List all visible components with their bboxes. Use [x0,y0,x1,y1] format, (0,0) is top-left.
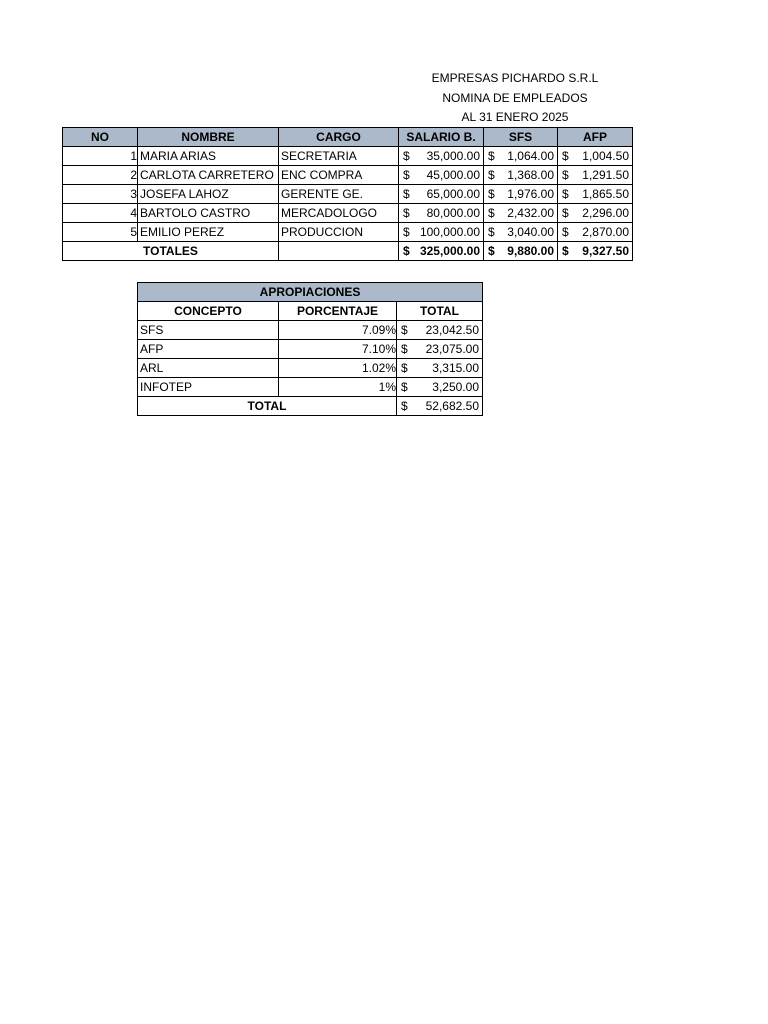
report-date: AL 31 ENERO 2025 [461,110,569,124]
appropriations-total-row [138,397,483,416]
concept-percentage: 1% [279,378,397,397]
employee-sfs-cell [484,204,558,223]
appropriations-table [137,282,483,416]
employee-sfs: 3,040.00 [507,225,554,239]
appropriations-total-value: 52,682.50 [425,399,479,413]
employee-sfs-cell [484,166,558,185]
col-header-name: NOMBRE [138,128,279,147]
company-name: EMPRESAS PICHARDO S.R.L [431,71,599,85]
employee-no: 3 [63,185,138,204]
currency-symbol: $ [562,168,569,182]
employee-name: CARLOTA CARRETERO [138,166,279,185]
employee-afp-cell [558,204,633,223]
appropriations-total-cell [397,397,483,416]
table-row [63,147,633,166]
currency-symbol: $ [562,244,569,258]
employee-afp: 1,865.50 [582,187,629,201]
concept-name: INFOTEP [138,378,279,397]
employee-role: MERCADOLOGO [279,204,399,223]
employee-no: 4 [63,204,138,223]
concept-total: 23,042.50 [425,323,479,337]
employee-afp-cell [558,223,633,242]
concept-total: 3,250.00 [432,380,479,394]
currency-symbol: $ [401,323,408,337]
currency-symbol: $ [488,149,495,163]
payroll-table [62,127,633,261]
table-row [138,340,483,359]
currency-symbol: $ [403,225,410,239]
concept-total-cell [397,340,483,359]
table-row [63,204,633,223]
currency-symbol: $ [401,361,408,375]
currency-symbol: $ [403,168,410,182]
employee-sfs: 1,368.00 [507,168,554,182]
employee-name: EMILIO PEREZ [138,223,279,242]
employee-role: ENC COMPRA [279,166,399,185]
total-afp: 9,327.50 [582,244,629,258]
currency-symbol: $ [488,225,495,239]
employee-salary-cell [399,223,484,242]
table-row [138,321,483,340]
currency-symbol: $ [562,206,569,220]
employee-name: JOSEFA LAHOZ [138,185,279,204]
table-row [63,223,633,242]
employee-salary: 80,000.00 [426,206,480,220]
totals-label: TOTALES [63,242,279,261]
col-header-total: TOTAL [397,302,483,321]
employee-salary-cell [399,185,484,204]
employee-sfs: 1,064.00 [507,149,554,163]
totals-blank-cell [279,242,399,261]
currency-symbol: $ [403,187,410,201]
concept-total-cell [397,321,483,340]
table-row [63,185,633,204]
employee-role: GERENTE GE. [279,185,399,204]
table-row [138,359,483,378]
appropriations-title: APROPIACIONES [138,283,483,302]
table-row [63,166,633,185]
currency-symbol: $ [562,149,569,163]
concept-percentage: 7.09% [279,321,397,340]
employee-salary: 65,000.00 [426,187,480,201]
total-salary: 325,000.00 [419,244,480,258]
concept-total: 23,075.00 [425,342,479,356]
concept-name: SFS [138,321,279,340]
appropriations-header-row [138,302,483,321]
employee-afp: 2,296.00 [582,206,629,220]
employee-no: 5 [63,223,138,242]
appropriations-total-label: TOTAL [138,397,397,416]
employee-name: BARTOLO CASTRO [138,204,279,223]
employee-role: PRODUCCION [279,223,399,242]
currency-symbol: $ [401,399,408,413]
currency-symbol: $ [562,187,569,201]
payroll-totals-row [63,242,633,261]
concept-percentage: 1.02% [279,359,397,378]
concept-total: 3,315.00 [432,361,479,375]
currency-symbol: $ [562,225,569,239]
employee-afp-cell [558,147,633,166]
employee-salary: 100,000.00 [419,225,480,239]
table-row [138,378,483,397]
appropriations-title-row [138,283,483,302]
employee-sfs-cell [484,147,558,166]
employee-salary: 35,000.00 [426,149,480,163]
col-header-salary: SALARIO B. [399,128,484,147]
employee-no: 2 [63,166,138,185]
concept-total-cell [397,378,483,397]
col-header-sfs: SFS [484,128,558,147]
currency-symbol: $ [401,342,408,356]
currency-symbol: $ [488,168,495,182]
col-header-afp: AFP [558,128,633,147]
employee-afp: 1,291.50 [582,168,629,182]
currency-symbol: $ [403,149,410,163]
employee-salary-cell [399,147,484,166]
employee-role: SECRETARIA [279,147,399,166]
employee-afp: 1,004.50 [582,149,629,163]
currency-symbol: $ [401,380,408,394]
total-sfs-cell [484,242,558,261]
currency-symbol: $ [403,244,410,258]
currency-symbol: $ [403,206,410,220]
total-sfs: 9,880.00 [507,244,554,258]
currency-symbol: $ [488,187,495,201]
employee-afp: 2,870.00 [582,225,629,239]
concept-name: ARL [138,359,279,378]
col-header-percentage: PORCENTAJE [279,302,397,321]
concept-percentage: 7.10% [279,340,397,359]
employee-salary: 45,000.00 [426,168,480,182]
employee-name: MARIA ARIAS [138,147,279,166]
concept-name: AFP [138,340,279,359]
employee-afp-cell [558,166,633,185]
currency-symbol: $ [488,244,495,258]
concept-total-cell [397,359,483,378]
employee-sfs: 2,432.00 [507,206,554,220]
employee-no: 1 [63,147,138,166]
payroll-header-row [63,128,633,147]
employee-afp-cell [558,185,633,204]
employee-sfs: 1,976.00 [507,187,554,201]
employee-salary-cell [399,204,484,223]
currency-symbol: $ [488,206,495,220]
employee-sfs-cell [484,223,558,242]
employee-salary-cell [399,166,484,185]
total-salary-cell [399,242,484,261]
col-header-concept: CONCEPTO [138,302,279,321]
employee-sfs-cell [484,185,558,204]
total-afp-cell [558,242,633,261]
col-header-role: CARGO [279,128,399,147]
report-title: NOMINA DE EMPLEADOS [442,91,588,105]
col-header-no: NO [63,128,138,147]
